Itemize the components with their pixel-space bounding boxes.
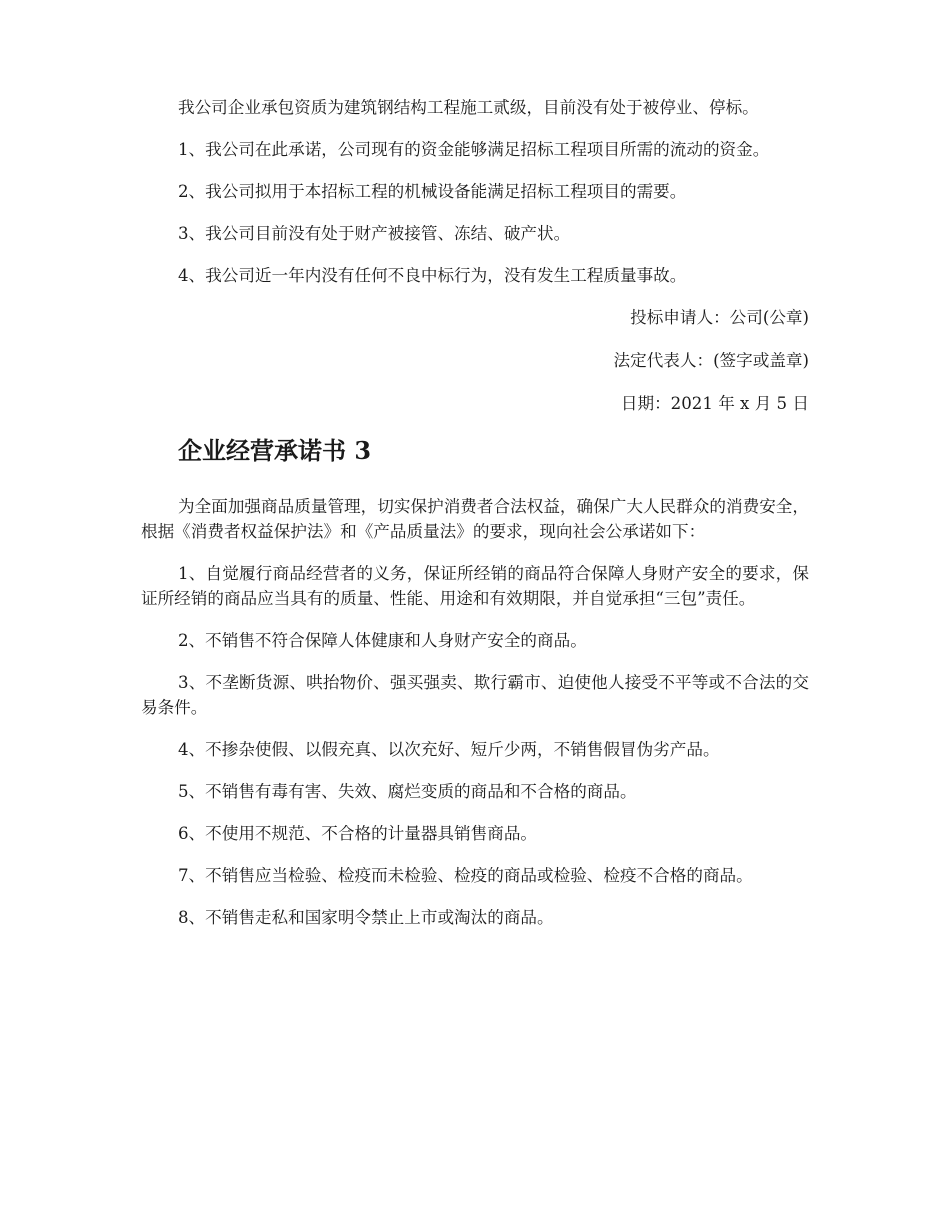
section-heading: 企业经营承诺书 3 — [178, 436, 372, 465]
representative-signature-line: 法定代表人：(签字或盖章) — [613, 351, 809, 370]
pledge-item-5: 5、不销售有毒有害、失效、腐烂变质的商品和不合格的商品。 — [178, 782, 637, 801]
document-body — [141, 95, 809, 947]
pledge-item-2: 2、不销售不符合保障人体健康和人身财产安全的商品。 — [178, 631, 587, 650]
commitment-item-2: 2、我公司拟用于本招标工程的机械设备能满足招标工程项目的需要。 — [178, 182, 687, 201]
commitment-item-4: 4、我公司近一年内没有任何不良中标行为，没有发生工程质量事故。 — [178, 266, 687, 285]
pledge-intro-paragraph: 为全面加强商品质量管理，切实保护消费者合法权益，确保广大人民群众的消费安全，根据《消费者权益保护法》和《产品质量法》的要求，现向社会公承诺如下： — [141, 497, 809, 541]
date-line: 日期：2021 年 x 月 5 日 — [620, 394, 809, 413]
qualification-paragraph: 我公司企业承包资质为建筑钢结构工程施工贰级，目前没有处于被停业、停标。 — [178, 98, 759, 117]
applicant-signature-line: 投标申请人：公司(公章) — [630, 308, 809, 327]
pledge-item-3: 3、不垄断货源、哄抬物价、强买强卖、欺行霸市、迫使他人接受不平等或不合法的交易条件。 — [141, 673, 809, 717]
pledge-item-6: 6、不使用不规范、不合格的计量器具销售商品。 — [178, 824, 538, 843]
pledge-item-7: 7、不销售应当检验、检疫而未检验、检疫的商品或检验、检疫不合格的商品。 — [178, 866, 753, 885]
pledge-item-1: 1、自觉履行商品经营者的义务，保证所经销的商品符合保障人身财产安全的要求，保证所经销的商品应当具有的质量、性能、用途和有效期限，并自觉承担“三包”责任。 — [141, 564, 809, 608]
commitment-item-1: 1、我公司在此承诺，公司现有的资金能够满足招标工程项目所需的流动的资金。 — [178, 140, 770, 159]
pledge-item-8: 8、不销售走私和国家明令禁止上市或淘汰的商品。 — [178, 908, 554, 927]
commitment-item-3: 3、我公司目前没有处于财产被接管、冻结、破产状。 — [178, 224, 571, 243]
pledge-item-4: 4、不掺杂使假、以假充真、以次充好、短斤少两，不销售假冒伪劣产品。 — [178, 740, 720, 759]
